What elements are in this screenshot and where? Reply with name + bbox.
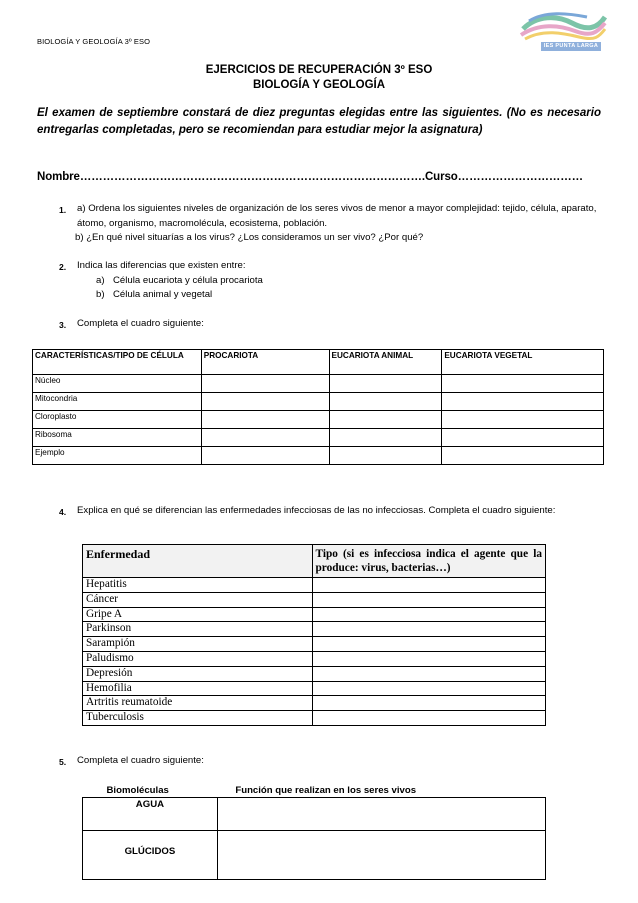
- name-course-line: Nombre……………………………………………………………………………….Curso……………………………: [37, 171, 584, 183]
- table-header-cell: Función que realizan en los seres vivos: [217, 784, 545, 798]
- answer-cell[interactable]: [201, 429, 329, 447]
- table-row: [33, 447, 604, 465]
- row-label: Núcleo: [33, 375, 202, 393]
- answer-cell[interactable]: [329, 375, 442, 393]
- answer-cell[interactable]: [201, 411, 329, 429]
- table-row: [33, 429, 604, 447]
- answer-cell[interactable]: [329, 411, 442, 429]
- header-subject: BIOLOGÍA Y GEOLOGÍA 3º ESO: [37, 37, 151, 46]
- answer-cell[interactable]: [442, 447, 604, 465]
- question-4-text: Explica en qué se diferencian las enfermedades infecciosas de las no infecciosas. Completa el cuadro siguiente:: [77, 505, 556, 516]
- answer-cell[interactable]: [217, 831, 545, 880]
- intro-paragraph: El examen de septiembre constará de diez preguntas elegidas entre las siguientes. (No es necesario entregarlas completadas, pero se recomiendan para estudiar mejor la asignatura): [37, 107, 601, 137]
- question-number: 3.: [59, 320, 67, 330]
- table-header-cell: EUCARIOTA VEGETAL: [442, 350, 604, 375]
- answer-cell[interactable]: [442, 375, 604, 393]
- answer-cell[interactable]: [442, 393, 604, 411]
- page-subtitle: BIOLOGÍA Y GEOLOGÍA: [252, 79, 386, 91]
- disease-name: Hemofilia: [83, 681, 313, 696]
- answer-cell[interactable]: [312, 607, 546, 622]
- answer-cell[interactable]: [312, 592, 546, 607]
- question-2b-letter: b): [96, 289, 105, 300]
- disease-name: Sarampión: [83, 637, 313, 652]
- answer-cell[interactable]: [217, 798, 545, 831]
- disease-name: Tuberculosis: [83, 711, 313, 726]
- answer-cell[interactable]: [201, 375, 329, 393]
- question-number: 2.: [59, 262, 67, 272]
- answer-cell[interactable]: [312, 696, 546, 711]
- disease-name: Gripe A: [83, 607, 313, 622]
- answer-cell[interactable]: [442, 429, 604, 447]
- question-1b-text: b) ¿En qué nivel situarías a los virus? ¿Los consideramos un ser vivo? ¿Por qué?: [75, 232, 424, 243]
- question-1a-text: a) Ordena los siguientes niveles de organización de los seres vivos de menor a mayor complejidad: tejido, célula, aparato, átomo, organismo, macromolécula, ecosistema, población.: [77, 203, 597, 229]
- logo-caption: IES PUNTA LARGA: [541, 42, 601, 51]
- table-row: [83, 831, 546, 880]
- table-header-row: [83, 545, 546, 578]
- disease-name: Parkinson: [83, 622, 313, 637]
- question-number: 4.: [59, 507, 67, 517]
- biomolecules-table: [82, 784, 546, 880]
- answer-cell[interactable]: [201, 447, 329, 465]
- biomolecule-name: GLÚCIDOS: [83, 831, 218, 880]
- cell-types-table: [32, 349, 604, 465]
- question-5-text: Completa el cuadro siguiente:: [77, 755, 204, 766]
- table-row: [83, 622, 546, 637]
- answer-cell[interactable]: [312, 651, 546, 666]
- table-header-cell: EUCARIOTA ANIMAL: [329, 350, 442, 375]
- question-number: 1.: [59, 205, 67, 215]
- answer-cell[interactable]: [312, 681, 546, 696]
- table-row: [33, 393, 604, 411]
- answer-cell[interactable]: [329, 447, 442, 465]
- answer-cell[interactable]: [312, 637, 546, 652]
- row-label: Cloroplasto: [33, 411, 202, 429]
- question-2a-letter: a): [96, 275, 105, 286]
- table-header-cell: Tipo (si es infecciosa indica el agente que la produce: virus, bacterias…): [312, 545, 546, 578]
- table-row: [83, 681, 546, 696]
- answer-cell[interactable]: [312, 711, 546, 726]
- answer-cell[interactable]: [312, 622, 546, 637]
- table-row: [83, 637, 546, 652]
- table-row: [83, 578, 546, 593]
- page-title: EJERCICIOS DE RECUPERACIÓN 3º ESO: [205, 64, 433, 76]
- biomolecule-name: AGUA: [83, 798, 218, 831]
- table-header-cell: CARACTERÍSTICAS/TIPO DE CÉLULA: [33, 350, 202, 375]
- table-row: [83, 651, 546, 666]
- answer-cell[interactable]: [312, 578, 546, 593]
- question-2a-text: Célula eucariota y célula procariota: [113, 275, 263, 286]
- answer-cell[interactable]: [201, 393, 329, 411]
- table-row: [83, 696, 546, 711]
- table-row: [33, 411, 604, 429]
- table-row: [83, 798, 546, 831]
- disease-name: Artritis reumatoide: [83, 696, 313, 711]
- row-label: Mitocondria: [33, 393, 202, 411]
- table-header-row: [83, 784, 546, 798]
- question-2b-text: Célula animal y vegetal: [113, 289, 213, 300]
- question-2-text: Indica las diferencias que existen entre:: [77, 260, 246, 271]
- row-label: Ribosoma: [33, 429, 202, 447]
- answer-cell[interactable]: [312, 666, 546, 681]
- disease-name: Hepatitis: [83, 578, 313, 593]
- disease-name: Depresión: [83, 666, 313, 681]
- table-row: [83, 666, 546, 681]
- table-row: [33, 375, 604, 393]
- table-header-cell: Biomoléculas: [83, 784, 218, 798]
- table-row: [83, 607, 546, 622]
- disease-name: Paludismo: [83, 651, 313, 666]
- table-header-cell: Enfermedad: [83, 545, 313, 578]
- answer-cell[interactable]: [442, 411, 604, 429]
- disease-name: Cáncer: [83, 592, 313, 607]
- answer-cell[interactable]: [329, 393, 442, 411]
- answer-cell[interactable]: [329, 429, 442, 447]
- table-row: [83, 711, 546, 726]
- row-label: Ejemplo: [33, 447, 202, 465]
- question-3-text: Completa el cuadro siguiente:: [77, 318, 204, 329]
- table-header-row: [33, 350, 604, 375]
- table-header-cell: PROCARIOTA: [201, 350, 329, 375]
- diseases-table: [82, 544, 546, 726]
- table-row: [83, 592, 546, 607]
- question-number: 5.: [59, 757, 67, 767]
